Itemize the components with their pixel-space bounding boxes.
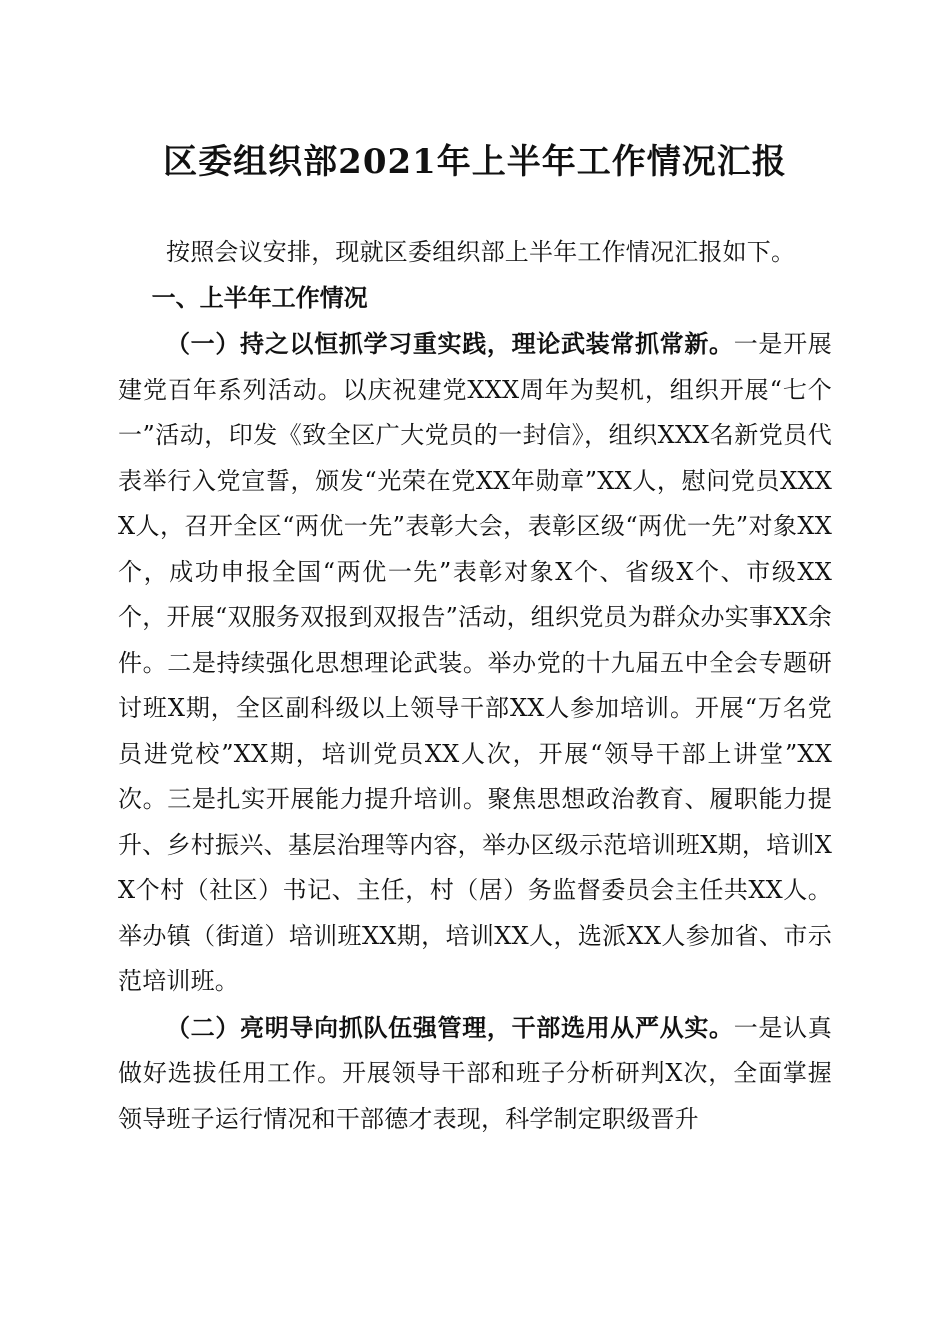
item-1-body: 一是开展建党百年系列活动。以庆祝建党XXX周年为契机，组织开展“七个一”活动，印发《致全区广大党员的一封信》，组织XXX名新党员代表举行入党宣誓，颁发“光荣在党XX年勋章”XX人，慰问党员XXXX人，召开全区“两优一先”表彰大会，表彰区级“两优一先”对象XX个，成功申报全国“两优一先”表彰对象X个、省级X个、市级XX个，开展“双服务双报到双报告”活动，组织党员为群众办实事XX余件。二是持续强化思想理论武装。举办党的十九届五中全会专题研讨班X期，全区副科级以上领导干部XX人参加培训。开展“万名党员进党校”XX期，培训党员XX人次，开展“领导干部上讲堂”XX次。三是扎实开展能力提升培训。聚焦思想政治教育、履职能力提升、乡村振兴、基层治理等内容，举办区级示范培训班X期，培训XX个村（社区）书记、主任，村（居）务监督委员会主任共XX人。举办镇（街道）培训班XX期，培训XX人，选派XX人参加省、市示范培训班。 (118, 330, 832, 995)
item-2-body: 一是认真做好选拔任用工作。开展领导干部和班子分析研判X次，全面掌握领导班子运行情况和干部德才表现，科学制定职级晋升 (118, 1013, 832, 1133)
item-2-lead: （二）亮明导向抓队伍强管理，干部选用从严从实。 (166, 1012, 734, 1042)
item-1-lead: （一）持之以恒抓学习重实践，理论武装常抓常新。 (166, 329, 734, 358)
section-heading: 一、上半年工作情况 (151, 283, 368, 312)
intro-paragraph: 按照会议安排，现就区委组织部上半年工作情况汇报如下。 (166, 238, 796, 266)
document-title: 区委组织部2021年上半年工作情况汇报 (163, 142, 787, 182)
document-body (118, 230, 832, 1142)
item-2-paragraph (118, 1005, 832, 1143)
item-1-paragraph (118, 321, 832, 1005)
